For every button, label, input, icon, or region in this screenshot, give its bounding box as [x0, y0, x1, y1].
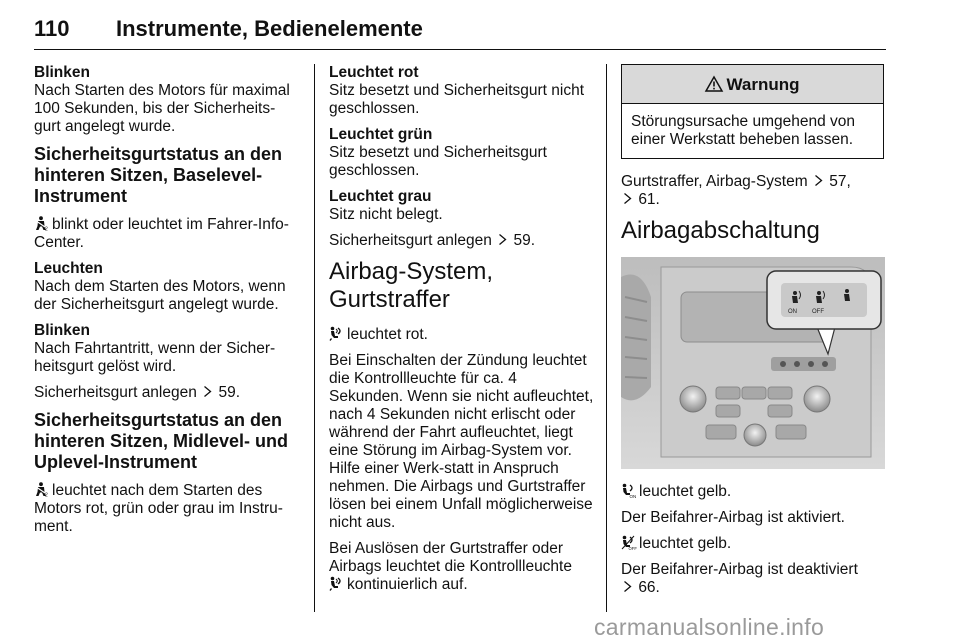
reference-arrow-icon: [814, 174, 823, 187]
reference-arrow-icon: [623, 192, 632, 205]
paragraph: Bei Auslösen der Gurtstraffer oder Airbags leuchtet die Kontrollleuchte kontinuierlich auf.: [329, 540, 572, 593]
svg-text:2: 2: [45, 492, 48, 499]
column-divider: [606, 64, 607, 612]
warning-header: Warnung: [622, 65, 883, 104]
photo-off-label: OFF: [812, 309, 824, 315]
subheading: Leuchtet rot: [329, 64, 419, 81]
paragraph: Nach Starten des Motors für maximal 100 Sekunden, bis der Sicherheits-gurt angelegt wurde.: [34, 82, 290, 135]
column-3: [621, 64, 887, 605]
paragraph: Gurtstraffer, Airbag-System 57, 61.: [621, 173, 851, 208]
airbag-icon: [329, 326, 343, 341]
paragraph: Sicherheitsgurt anlegen 59.: [329, 232, 536, 249]
section-heading: Sicherheitsgurtstatus an den hinteren Sitzen, Baselevel-Instrument: [34, 144, 283, 206]
subheading: Leuchtet grün: [329, 126, 433, 143]
svg-text:2: 2: [45, 226, 48, 233]
warning-box: [621, 64, 884, 159]
paragraph: Der Beifahrer-Airbag ist deaktiviert 66.: [621, 561, 858, 596]
page-title: Instrumente, Bedienelemente: [116, 16, 423, 41]
paragraph: OFF leuchtet gelb.: [621, 535, 887, 553]
airbag-on-icon: [621, 483, 635, 498]
section-heading: Airbag-System, Gurtstraffer: [329, 258, 494, 313]
page-header: [34, 14, 886, 50]
page-number: 110: [34, 16, 70, 41]
svg-text:OFF: OFF: [628, 545, 637, 551]
paragraph: Sitz nicht belegt.: [329, 206, 443, 223]
paragraph: Nach dem Starten des Motors, wenn der Sicherheitsgurt angelegt wurde.: [34, 278, 286, 313]
seatbelt-rear-icon: [34, 216, 48, 231]
column-divider: [314, 64, 315, 612]
subheading: Leuchten: [34, 260, 103, 277]
paragraph: leuchtet rot.: [329, 326, 595, 344]
column-1: [34, 64, 300, 544]
reference-arrow-icon: [623, 580, 632, 593]
dashboard-photo: [621, 257, 885, 469]
seatbelt-rear-icon: [34, 482, 48, 497]
paragraph: Sitz besetzt und Sicherheitsgurt nicht geschlossen.: [329, 82, 585, 117]
airbag-off-icon: [621, 535, 635, 550]
paragraph: Bei Einschalten der Zündung leuchtet die Kontrollleuchte für ca. 4 Sekunden. Wenn sie nicht aufleuchtet, nach 4 Sekunden nicht erlischt oder während der Fahrt aufleuchtet, liegt eine Störung im Airbag-System vor. Hilfe einer Werk-statt in Anspruch nehmen. Die Airbags und Gurtstraffer lösen bei einem Unfall möglicherweise nicht aus.: [329, 352, 594, 531]
svg-text:ON: ON: [629, 493, 637, 499]
paragraph: 2 blinkt oder leuchtet im Fahrer-Info-Center.: [34, 216, 289, 251]
subheading: Blinken: [34, 322, 90, 339]
warning-text: Störungsursache umgehend von einer Werkstatt beheben lassen.: [631, 113, 856, 148]
paragraph: Der Beifahrer-Airbag ist aktiviert.: [621, 509, 845, 526]
column-2: [329, 64, 595, 602]
subheading: Blinken: [34, 64, 90, 81]
paragraph: Sitz besetzt und Sicherheitsgurt geschlossen.: [329, 144, 547, 179]
paragraph: Nach Fahrtantritt, wenn der Sicher-heitsgurt gelöst wird.: [34, 340, 276, 375]
watermark: carmanualsonline.info: [594, 614, 825, 640]
paragraph: 2 leuchtet nach dem Starten des Motors rot, grün oder grau im Instru-ment.: [34, 482, 283, 535]
paragraph: Sicherheitsgurt anlegen 59.: [34, 384, 241, 401]
subheading: Leuchtet grau: [329, 188, 432, 205]
photo-on-label: ON: [788, 309, 797, 315]
reference-arrow-icon: [203, 385, 212, 398]
paragraph: ON leuchtet gelb.: [621, 483, 887, 501]
section-heading: Airbagabschaltung: [621, 217, 820, 244]
section-heading: Sicherheitsgurtstatus an den hinteren Sitzen, Midlevel- und Uplevel-Instrument: [34, 410, 289, 472]
warning-triangle-icon: [705, 67, 723, 83]
reference-arrow-icon: [498, 233, 507, 246]
airbag-icon: [329, 576, 343, 591]
